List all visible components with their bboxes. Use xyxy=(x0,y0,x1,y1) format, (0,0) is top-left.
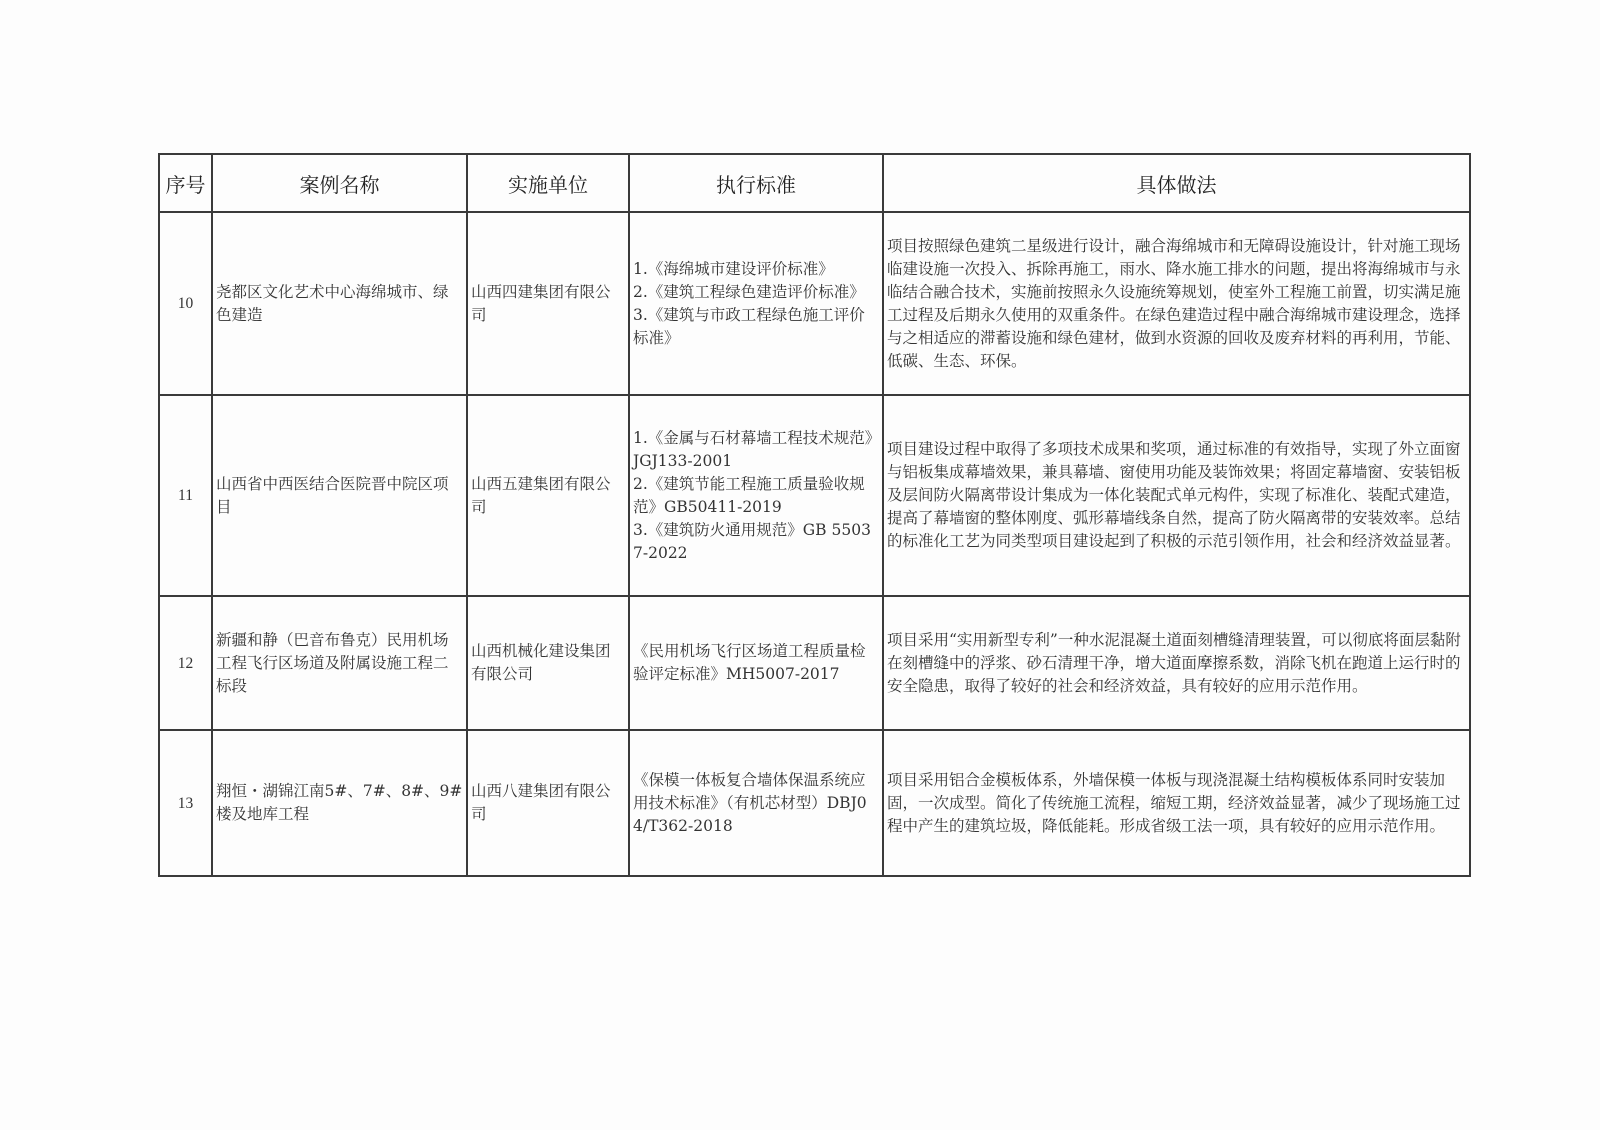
row-number: 10 xyxy=(159,212,212,395)
standard-item: 1.《海绵城市建设评价标准》 xyxy=(633,259,834,278)
standards-cell xyxy=(629,395,883,596)
case-table xyxy=(158,153,1471,877)
standards-cell xyxy=(629,212,883,395)
table-header-row xyxy=(159,154,1470,212)
header-unit: 实施单位 xyxy=(467,154,629,212)
standard-item: 3.《建筑防火通用规范》GB 55037-2022 xyxy=(633,520,871,562)
table-row xyxy=(159,395,1470,596)
implementing-unit: 山西机械化建设集团有限公司 xyxy=(467,596,629,730)
standards-cell xyxy=(629,596,883,730)
implementing-unit: 山西八建集团有限公司 xyxy=(467,730,629,876)
implementing-unit: 山西五建集团有限公司 xyxy=(467,395,629,596)
case-name: 翔恒・湖锦江南5#、7#、8#、9#楼及地库工程 xyxy=(212,730,467,876)
standard-item: 1.《金属与石材幕墙工程技术规范》JGJ133-2001 xyxy=(633,428,873,470)
method-description: 项目采用“实用新型专利”一种水泥混凝土道面刻槽缝清理装置，可以彻底将面层黏附在刻槽缝中的浮浆、砂石清理干净，增大道面摩擦系数，消除飞机在跑道上运行时的安全隐患，取得了较好的社会和经济效益，具有较好的应用示范作用。 xyxy=(883,596,1470,730)
case-name: 尧都区文化艺术中心海绵城市、绿色建造 xyxy=(212,212,467,395)
row-number: 12 xyxy=(159,596,212,730)
header-method: 具体做法 xyxy=(883,154,1470,212)
header-number: 序号 xyxy=(159,154,212,212)
header-standards: 执行标准 xyxy=(629,154,883,212)
header-case-name: 案例名称 xyxy=(212,154,467,212)
table-row xyxy=(159,212,1470,395)
row-number: 11 xyxy=(159,395,212,596)
standard-item: 2.《建筑工程绿色建造评价标准》 xyxy=(633,282,865,301)
method-description: 项目建设过程中取得了多项技术成果和奖项，通过标准的有效指导，实现了外立面窗与铝板集成幕墙效果，兼具幕墙、窗使用功能及装饰效果；将固定幕墙窗、安装铝板及层间防火隔离带设计集成为一体化装配式单元构件，实现了标准化、装配式建造，提高了幕墙窗的整体刚度、弧形幕墙线条自然，提高了防火隔离带的安装效率。总结的标准化工艺为同类型项目建设起到了积极的示范引领作用，社会和经济效益显著。 xyxy=(883,395,1470,596)
method-description: 项目按照绿色建筑二星级进行设计，融合海绵城市和无障碍设施设计，针对施工现场临建设施一次投入、拆除再施工，雨水、降水施工排水的问题，提出将海绵城市与永临结合融合技术，实施前按照永久设施统筹规划，使室外工程施工前置，切实满足施工过程及后期永久使用的双重条件。在绿色建造过程中融合海绵城市建设理念，选择与之相适应的滞蓄设施和绿色建材，做到水资源的回收及废弃材料的再利用，节能、低碳、生态、环保。 xyxy=(883,212,1470,395)
table-row xyxy=(159,596,1470,730)
case-name: 山西省中西医结合医院晋中院区项目 xyxy=(212,395,467,596)
standard-item: 2.《建筑节能工程施工质量验收规范》GB50411-2019 xyxy=(633,474,865,516)
standard-item: 《保模一体板复合墙体保温系统应用技术标准》（有机芯材型）DBJ04/T362-2018 xyxy=(633,770,867,835)
table-row xyxy=(159,730,1470,876)
standard-item: 《民用机场飞行区场道工程质量检验评定标准》MH5007-2017 xyxy=(633,642,866,683)
standards-cell xyxy=(629,730,883,876)
row-number: 13 xyxy=(159,730,212,876)
case-name: 新疆和静（巴音布鲁克）民用机场工程飞行区场道及附属设施工程二标段 xyxy=(212,596,467,730)
implementing-unit: 山西四建集团有限公司 xyxy=(467,212,629,395)
method-description: 项目采用铝合金模板体系，外墙保模一体板与现浇混凝土结构模板体系同时安装加固，一次成型。简化了传统施工流程，缩短工期，经济效益显著，减少了现场施工过程中产生的建筑垃圾，降低能耗。形成省级工法一项，具有较好的应用示范作用。 xyxy=(883,730,1470,876)
standard-item: 3.《建筑与市政工程绿色施工评价标准》 xyxy=(633,305,865,347)
